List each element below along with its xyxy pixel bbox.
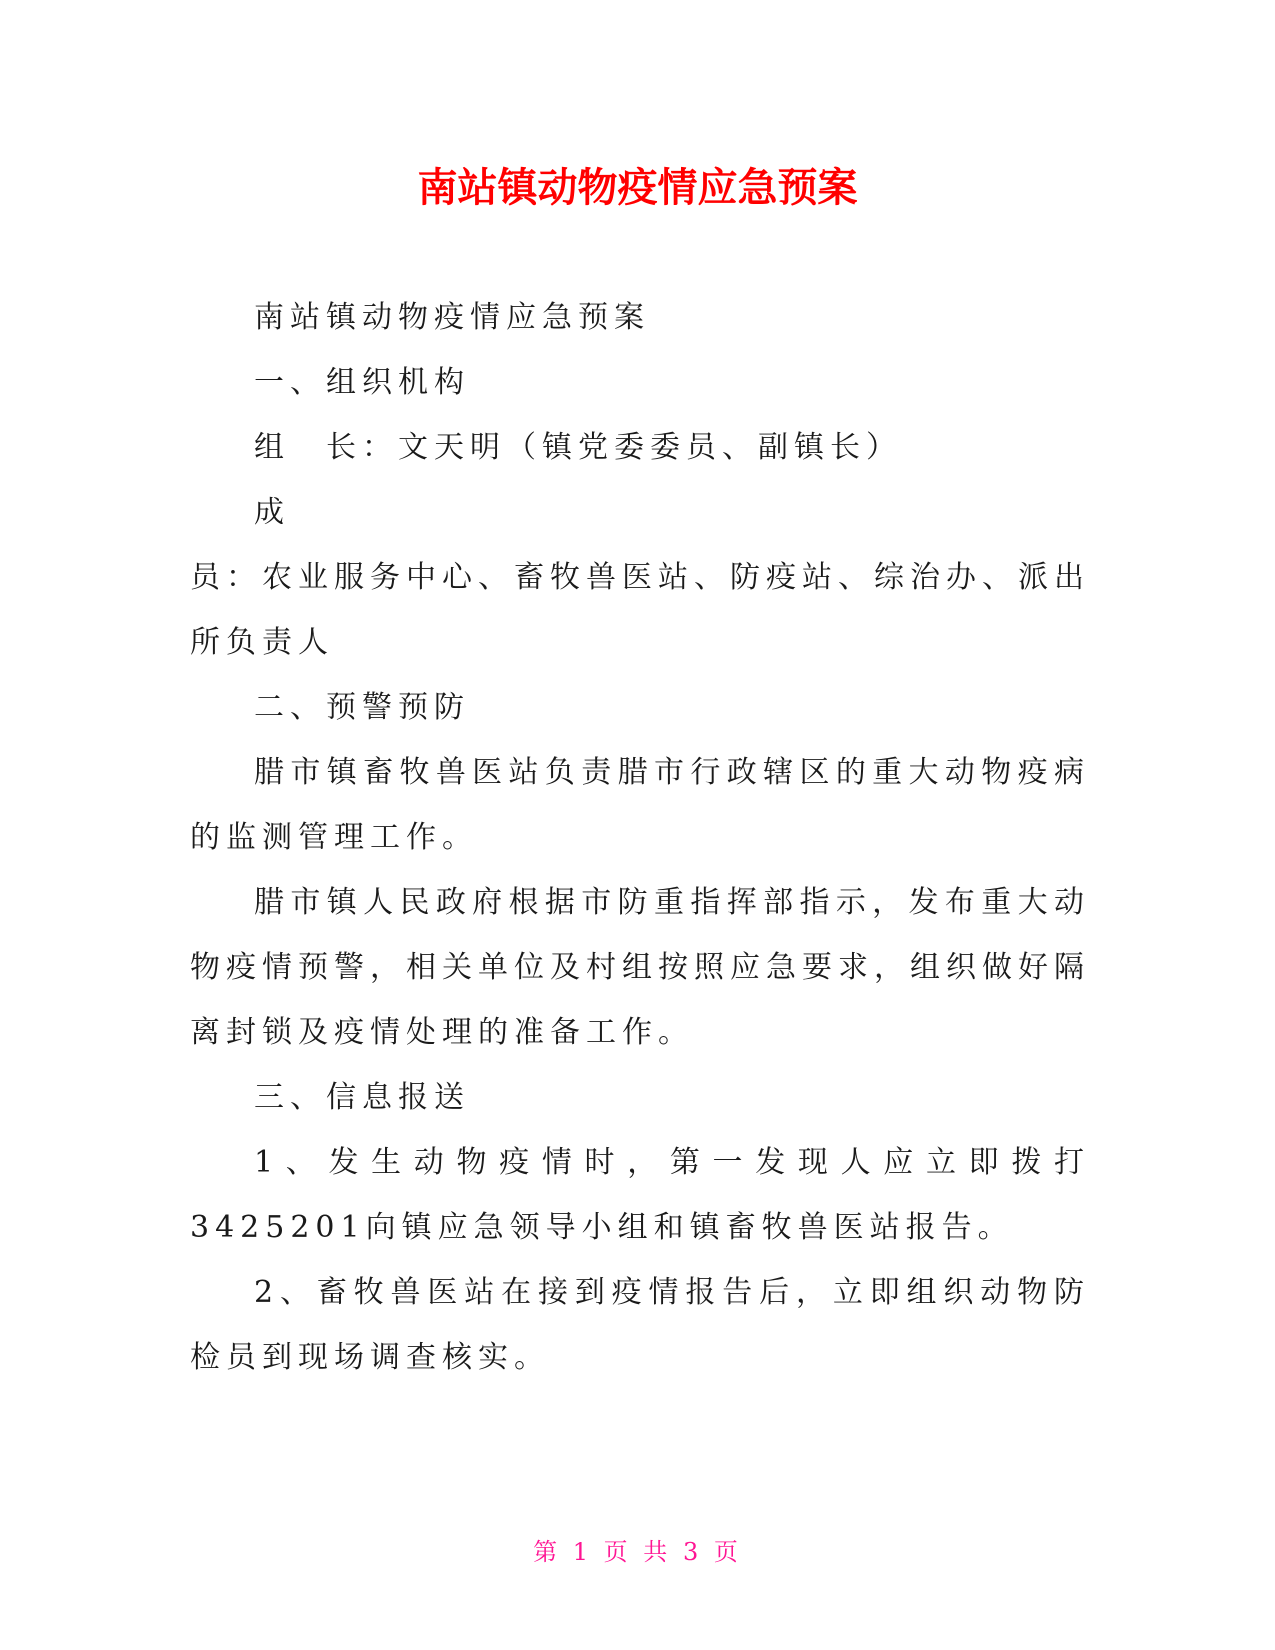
document-body [190, 285, 1090, 1390]
page-footer [0, 1536, 1275, 1568]
paragraph-report-step-1: 1、发生动物疫情时，第一发现人应立即拨打3425201向镇应急领导小组和镇畜牧兽医站报告。 [190, 1145, 1090, 1245]
paragraph-members: 员：农业服务中心、畜牧兽医站、防疫站、综治办、派出所负责人 [190, 560, 1090, 660]
paragraph-monitoring: 腊市镇畜牧兽医站负责腊市行政辖区的重大动物疫病的监测管理工作。 [190, 755, 1090, 855]
paragraph-report-step-2: 2、畜牧兽医站在接到疫情报告后，立即组织动物防检员到现场调查核实。 [190, 1275, 1090, 1375]
section-heading-organization: 一、组织机构 [254, 365, 470, 400]
footer-current-page: 1 [572, 1538, 593, 1566]
section-heading-reporting: 三、信息报送 [254, 1080, 470, 1115]
document-title: 南站镇动物疫情应急预案 [417, 165, 858, 211]
paragraph-leader: 组 长：文天明（镇党委委员、副镇长） [254, 430, 902, 465]
paragraph-members-label: 成 [254, 495, 290, 530]
paragraph-warning: 腊市镇人民政府根据市防重指挥部指示，发布重大动物疫情预警，相关单位及村组按照应急要求，组织做好隔离封锁及疫情处理的准备工作。 [190, 885, 1090, 1050]
footer-suffix: 页 [713, 1538, 742, 1566]
footer-middle: 页 共 [603, 1538, 672, 1566]
paragraph-heading: 南站镇动物疫情应急预案 [254, 300, 650, 335]
section-heading-warning: 二、预警预防 [254, 690, 470, 725]
footer-total-pages: 3 [682, 1538, 703, 1566]
footer-prefix: 第 [533, 1538, 562, 1566]
